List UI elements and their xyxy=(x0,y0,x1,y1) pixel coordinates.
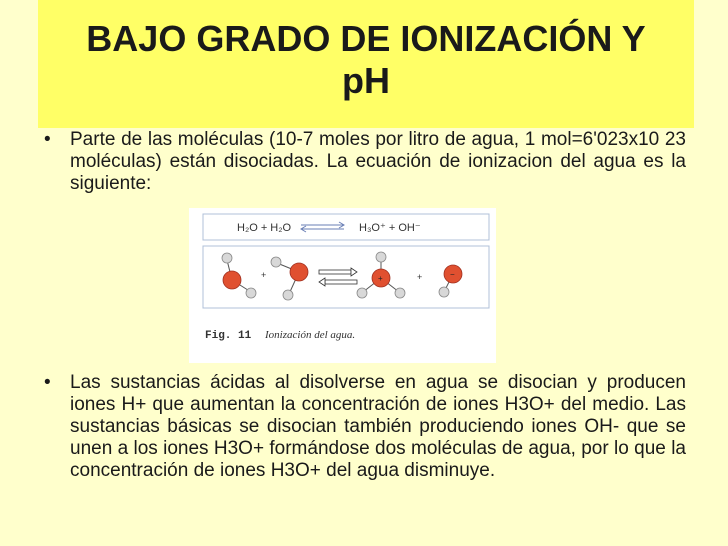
title-line-2: pH xyxy=(342,60,390,101)
equation-right: H₃O⁺ + OH⁻ xyxy=(359,222,421,234)
hydroxide-charge: − xyxy=(450,270,455,279)
equation-left: H₂O + H₂O xyxy=(237,222,292,234)
hydronium-charge: + xyxy=(378,274,383,283)
plus-sign-1: + xyxy=(261,270,267,280)
figure-caption-label: Fig. 11 xyxy=(205,330,252,342)
bullet-marker: • xyxy=(44,129,51,150)
bullet-text: Las sustancias ácidas al disolverse en agua se disocian y producen iones H+ que aumentan la concentración de iones H3O+ del medio. Las sustancias básicas se disocian también produciendo iones OH- que se unen a los iones H3O+ formándose dos moléculas de agua, por lo que la concentración de iones H3O+ del agua disminuye. xyxy=(70,372,686,481)
bullet-marker: • xyxy=(44,372,51,393)
ionization-figure xyxy=(189,208,496,363)
title-line-1: BAJO GRADO DE IONIZACIÓN Y xyxy=(86,18,646,59)
bullet-item-2 xyxy=(44,372,686,482)
bullet-item-1 xyxy=(44,129,686,195)
figure-caption-text: Ionización del agua. xyxy=(265,329,356,341)
plus-sign-2: + xyxy=(417,272,423,282)
bullet-text: Parte de las moléculas (10-7 moles por litro de agua, 1 mol=6'023x10 23 moléculas) están disociadas. La ecuación de ionizacion del agua es la siguiente: xyxy=(70,129,686,194)
ionization-diagram xyxy=(189,208,496,363)
slide-title xyxy=(38,18,694,102)
